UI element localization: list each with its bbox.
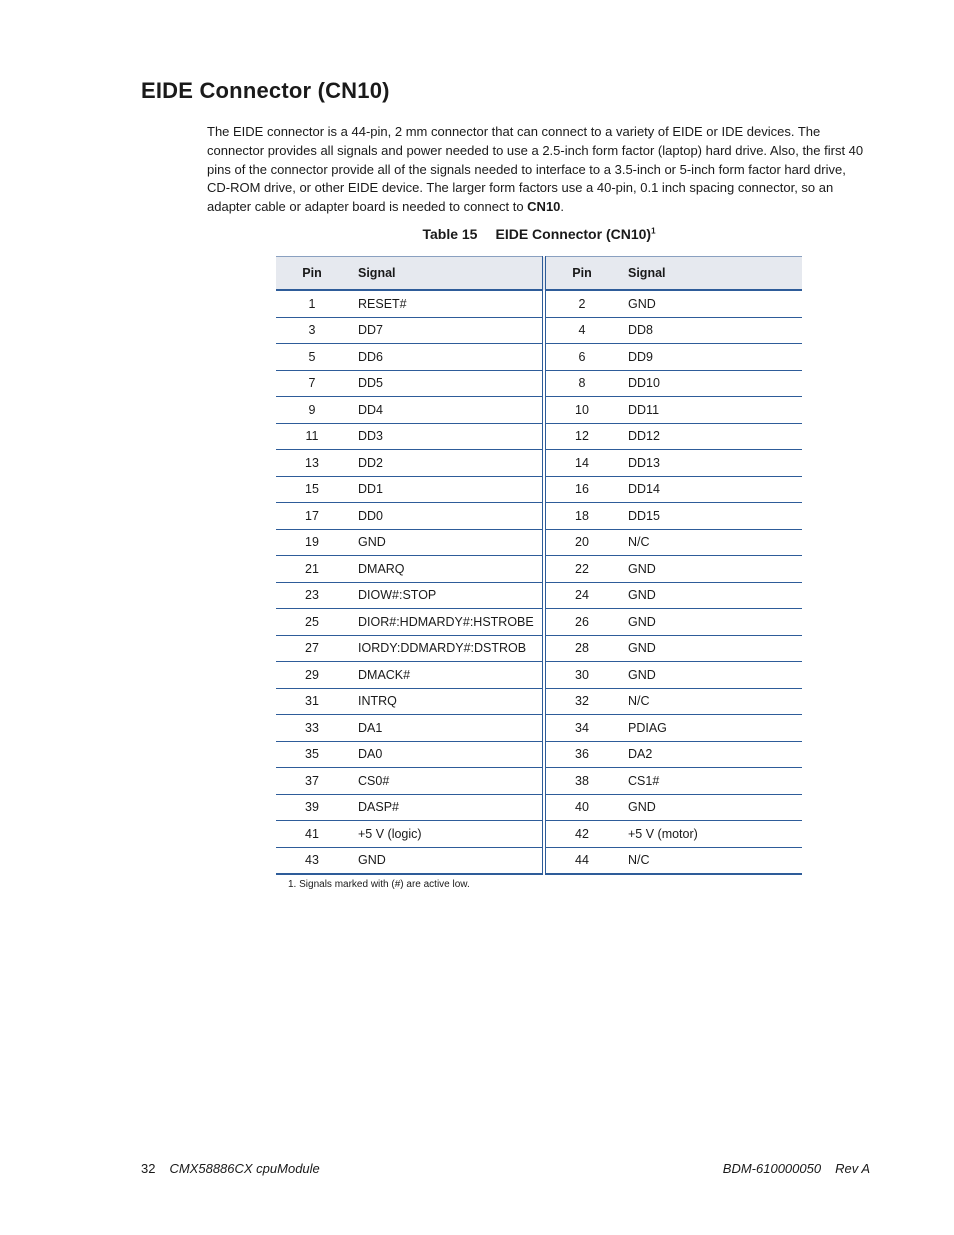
signal-left-cell: DA0 — [348, 741, 544, 768]
pin-right-cell: 44 — [544, 847, 618, 874]
signal-right-cell: DD12 — [618, 423, 802, 450]
signal-left-cell: DIOW#:STOP — [348, 582, 544, 609]
pin-right-cell: 6 — [544, 344, 618, 371]
pin-right-cell: 32 — [544, 688, 618, 715]
pin-left-cell: 41 — [276, 821, 348, 848]
signal-right-cell: DD10 — [618, 370, 802, 397]
pin-left-cell: 43 — [276, 847, 348, 874]
signal-right-cell: GND — [618, 662, 802, 689]
intro-paragraph — [207, 123, 872, 217]
signal-right-cell: DD9 — [618, 344, 802, 371]
pin-right-cell: 28 — [544, 635, 618, 662]
table-row — [276, 370, 802, 397]
signal-left-cell: DIOR#:HDMARDY#:HSTROBE — [348, 609, 544, 636]
signal-right-cell: DD8 — [618, 317, 802, 344]
pin-right-cell: 20 — [544, 529, 618, 556]
pin-table — [276, 256, 802, 875]
signal-left-cell: DD3 — [348, 423, 544, 450]
pin-left-cell: 9 — [276, 397, 348, 424]
pin-right-cell: 36 — [544, 741, 618, 768]
table-row — [276, 794, 802, 821]
pin-right-cell: 12 — [544, 423, 618, 450]
signal-right-cell: GND — [618, 609, 802, 636]
signal-right-cell: N/C — [618, 847, 802, 874]
table-row — [276, 556, 802, 583]
signal-left-cell: +5 V (logic) — [348, 821, 544, 848]
signal-right-cell: GND — [618, 556, 802, 583]
signal-left-cell: DD1 — [348, 476, 544, 503]
table-row — [276, 529, 802, 556]
pin-left-cell: 39 — [276, 794, 348, 821]
signal-left-cell: DASP# — [348, 794, 544, 821]
table-row — [276, 688, 802, 715]
pin-right-cell: 22 — [544, 556, 618, 583]
table-row — [276, 450, 802, 477]
signal-left-cell: DD5 — [348, 370, 544, 397]
intro-end: . — [560, 199, 565, 215]
table-row — [276, 503, 802, 530]
signal-left-cell: GND — [348, 847, 544, 874]
signal-right-cell: GND — [618, 290, 802, 317]
pin-right-cell: 42 — [544, 821, 618, 848]
table-number: Table 15 — [422, 226, 478, 242]
signal-left-cell: GND — [348, 529, 544, 556]
table-row — [276, 821, 802, 848]
product-name: CMX58886CX cpuModule — [169, 1161, 320, 1176]
table-row — [276, 317, 802, 344]
signal-left-cell: DMARQ — [348, 556, 544, 583]
pin-left-cell: 29 — [276, 662, 348, 689]
table-row — [276, 847, 802, 874]
table-header-row — [276, 257, 802, 291]
page-number: 32 — [141, 1161, 156, 1176]
pin-left-cell: 15 — [276, 476, 348, 503]
signal-left-cell: DA1 — [348, 715, 544, 742]
pin-left-cell: 5 — [276, 344, 348, 371]
signal-right-cell: +5 V (motor) — [618, 821, 802, 848]
header-pin-right: Pin — [544, 257, 618, 291]
pin-left-cell: 13 — [276, 450, 348, 477]
pin-left-cell: 17 — [276, 503, 348, 530]
signal-left-cell: INTRQ — [348, 688, 544, 715]
table-row — [276, 609, 802, 636]
signal-right-cell: DD13 — [618, 450, 802, 477]
pin-left-cell: 37 — [276, 768, 348, 795]
signal-left-cell: DD6 — [348, 344, 544, 371]
pin-right-cell: 16 — [544, 476, 618, 503]
pin-left-cell: 11 — [276, 423, 348, 450]
pin-right-cell: 14 — [544, 450, 618, 477]
signal-right-cell: N/C — [618, 529, 802, 556]
signal-right-cell: GND — [618, 635, 802, 662]
pin-right-cell: 24 — [544, 582, 618, 609]
table-title: EIDE Connector (CN10) — [495, 226, 652, 242]
table-row — [276, 768, 802, 795]
pin-left-cell: 3 — [276, 317, 348, 344]
pin-left-cell: 23 — [276, 582, 348, 609]
signal-left-cell: DMACK# — [348, 662, 544, 689]
pin-right-cell: 2 — [544, 290, 618, 317]
table-footnote: 1. Signals marked with (#) are active low. — [288, 879, 470, 890]
header-pin-left: Pin — [276, 257, 348, 291]
header-signal-right: Signal — [618, 257, 802, 291]
pin-right-cell: 10 — [544, 397, 618, 424]
pin-right-cell: 18 — [544, 503, 618, 530]
revision: Rev A — [835, 1161, 870, 1176]
table-row — [276, 741, 802, 768]
table-row — [276, 715, 802, 742]
signal-left-cell: DD0 — [348, 503, 544, 530]
pin-left-cell: 31 — [276, 688, 348, 715]
pin-left-cell: 21 — [276, 556, 348, 583]
page-heading: EIDE Connector (CN10) — [141, 78, 390, 103]
signal-left-cell: DD2 — [348, 450, 544, 477]
intro-connector-ref: CN10 — [527, 199, 561, 215]
signal-right-cell: GND — [618, 582, 802, 609]
table-body — [276, 290, 802, 874]
table-row — [276, 476, 802, 503]
table-row — [276, 662, 802, 689]
signal-right-cell: PDIAG — [618, 715, 802, 742]
pin-right-cell: 8 — [544, 370, 618, 397]
footer-left — [141, 1161, 320, 1176]
signal-left-cell: CS0# — [348, 768, 544, 795]
table-row — [276, 397, 802, 424]
signal-left-cell: DD4 — [348, 397, 544, 424]
pin-right-cell: 40 — [544, 794, 618, 821]
table-caption — [276, 226, 802, 242]
table-row — [276, 582, 802, 609]
pin-right-cell: 38 — [544, 768, 618, 795]
table-row — [276, 290, 802, 317]
signal-right-cell: DA2 — [618, 741, 802, 768]
pin-left-cell: 19 — [276, 529, 348, 556]
signal-right-cell: N/C — [618, 688, 802, 715]
table-row — [276, 635, 802, 662]
pin-right-cell: 30 — [544, 662, 618, 689]
pin-left-cell: 7 — [276, 370, 348, 397]
pin-right-cell: 4 — [544, 317, 618, 344]
pin-right-cell: 34 — [544, 715, 618, 742]
pin-left-cell: 35 — [276, 741, 348, 768]
signal-right-cell: DD11 — [618, 397, 802, 424]
signal-right-cell: CS1# — [618, 768, 802, 795]
table-row — [276, 423, 802, 450]
document-number: BDM-610000050 — [722, 1161, 822, 1176]
pin-left-cell: 1 — [276, 290, 348, 317]
signal-right-cell: DD14 — [618, 476, 802, 503]
header-signal-left: Signal — [348, 257, 544, 291]
pin-left-cell: 33 — [276, 715, 348, 742]
pin-left-cell: 25 — [276, 609, 348, 636]
intro-text: The EIDE connector is a 44-pin, 2 mm connector that can connect to a variety of EIDE or IDE devices. The connector provides all signals and power needed to use a 2.5-inch form factor (laptop) hard drive. Also, the first 40 pins of the connector provide all of the signals needed to interface to a 3.5-inch or 5-inch form factor hard drive, CD-ROM drive, or other EIDE device. The larger form factors use a 40-pin, 0.1 inch spacing connector, so an adapter cable or adapter board is needed to connect to — [207, 124, 864, 215]
table-footnote-mark: 1 — [651, 226, 656, 236]
signal-right-cell: GND — [618, 794, 802, 821]
footer-right — [723, 1161, 870, 1176]
pin-left-cell: 27 — [276, 635, 348, 662]
signal-left-cell: RESET# — [348, 290, 544, 317]
pin-right-cell: 26 — [544, 609, 618, 636]
signal-left-cell: DD7 — [348, 317, 544, 344]
table-row — [276, 344, 802, 371]
signal-right-cell: DD15 — [618, 503, 802, 530]
signal-left-cell: IORDY:DDMARDY#:DSTROB — [348, 635, 544, 662]
